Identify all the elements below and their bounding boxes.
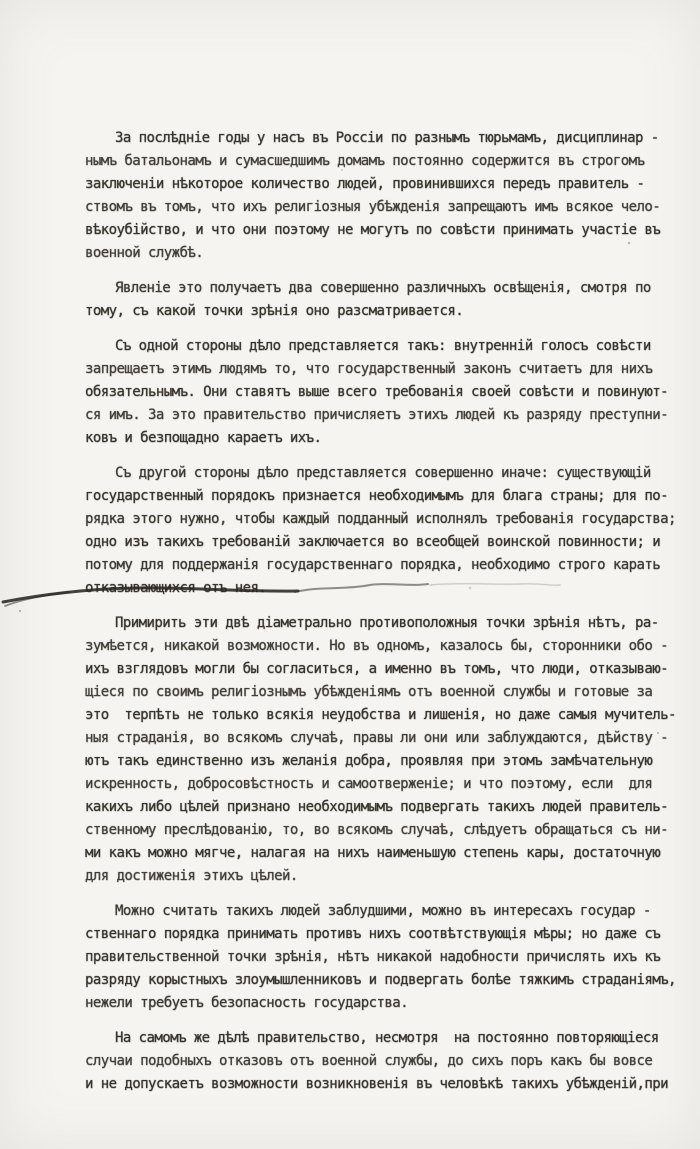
text-line: ютъ такъ единственно изъ желанія добра, проявляя при этомъ замѣчательную [85,753,653,769]
text-line: военной службѣ. [85,245,204,261]
paragraph [85,335,685,450]
paragraph [85,1027,685,1096]
text-line: вѣкоубійство, и что они поэтому не могутъ по совѣсти принимать участіе въ [85,222,661,238]
text-line: отказывающихся отъ нея. [85,580,267,596]
text-line: государственный порядокъ признается необходимымъ для блага страны; для по- [85,488,669,504]
text-line: ныя страданія, во всякомъ случаѣ, правы ли они или заблуждаются, дѣйству - [85,730,669,746]
text-line: нежели требуетъ безопасность государства. [85,995,409,1011]
text-line: Съ другой стороны дѣло представляется совершенно иначе: существующій [115,465,651,481]
text-line: ковъ и безпощадно караетъ ихъ. [85,430,322,446]
text-line: ся имъ. За это правительство причисляетъ этихъ людей къ разряду преступни- [85,407,669,423]
text-line: щіеся по своимъ религіознымъ убѣжденіямъ отъ военной службы и готовые за [85,684,653,700]
text-line: За послѣдніе годы у насъ въ Россіи по разнымъ тюрьмамъ, дисциплинар - [115,130,659,146]
text-line: и не допускаетъ возможности возникновенія въ человѣкѣ такихъ убѣжденій,при [85,1076,669,1092]
paragraph [85,900,685,1015]
text-line: На самомъ же дѣлѣ правительство, несмотря на постоянно повторяющіеся [115,1030,659,1046]
text-line: ственному преслѣдованію, то, во всякомъ случаѣ, слѣдуетъ обращаться съ ни- [85,822,669,838]
text-line: запрещаетъ этимъ людямъ то, что государственный законъ считаетъ для нихъ [85,361,653,377]
text-line: Примирить эти двѣ діаметрально противоположныя точки зрѣнія нѣтъ, ра- [115,615,659,631]
paragraph [85,462,685,600]
text-line: Можно считать такихъ людей заблудшими, можно въ интересахъ государ - [115,903,651,919]
pen-strike-left-flick [5,592,70,606]
text-line: какихъ либо цѣлей признано необходимымъ подвергать такихъ людей правитель- [85,799,669,815]
text-line: зумѣется, никакой возможности. Но въ одномъ, казалось бы, сторонники обо - [85,638,669,654]
paragraph [85,612,685,888]
text-line: тому, съ какой точки зрѣнія оно разсматривается. [85,303,464,319]
text-line: Съ одной стороны дѣло представляется такъ: внутренній голосъ совѣсти [115,338,651,354]
text-line: ствомъ въ томъ, что ихъ религіозныя убѣжденія запрещаютъ имъ всякое чело- [85,199,661,215]
text-line: для достиженія этихъ цѣлей. [85,868,298,884]
text-line: ихъ взглядовъ могли бы согласиться, а именно въ томъ, что люди, отказываю- [85,661,669,677]
text-line: случаи подобныхъ отказовъ отъ военной службы, до сихъ поръ какъ бы вовсе [85,1053,653,1069]
text-line: нымъ батальонамъ и сумасшедшимъ домамъ постоянно содержится въ строгомъ [85,153,645,169]
text-line: ми какъ можно мягче, налагая на нихъ наименьшую степень кары, достаточную [85,845,661,861]
text-line: одно изъ такихъ требованій заключается во всеобщей воинской повинности; и [85,534,661,550]
text-line: обязательнымъ. Они ставятъ выше всего требованія своей совѣсти и повинуют- [85,384,669,400]
text-line: потому для поддержанія государственнаго порядка, необходимо строго карать [85,557,661,573]
text-line: правительственной точки зрѣнія, нѣтъ никакой надобности причислять ихъ къ [85,949,661,965]
text-line: это терпѣть не только всякія неудобства и лишенія, но даже самыя мучитель- [85,707,676,723]
paper-speck [19,610,21,612]
text-line: заключеніи нѣкоторое количество людей, провинившихся передъ правитель - [85,176,645,192]
paragraph [85,277,685,323]
paragraph [85,127,685,265]
text-line: ственнаго порядка принимать противъ нихъ соотвѣтствующія мѣры; но даже съ [85,926,661,942]
document-body [85,0,685,1108]
text-line: рядка этого нужно, чтобы каждый подданный исполнялъ требованія государства; [85,511,676,527]
text-line: разряду корыстныхъ злоумышленниковъ и подвергать болѣе тяжкимъ страданіямъ, [85,972,676,988]
text-line: Явленіе это получаетъ два совершенно различныхъ освѣщенія, смотря по [115,280,651,296]
text-line: искренность, добросовѣстность и самоотверженіе; и что поэтому, если для [85,776,653,792]
